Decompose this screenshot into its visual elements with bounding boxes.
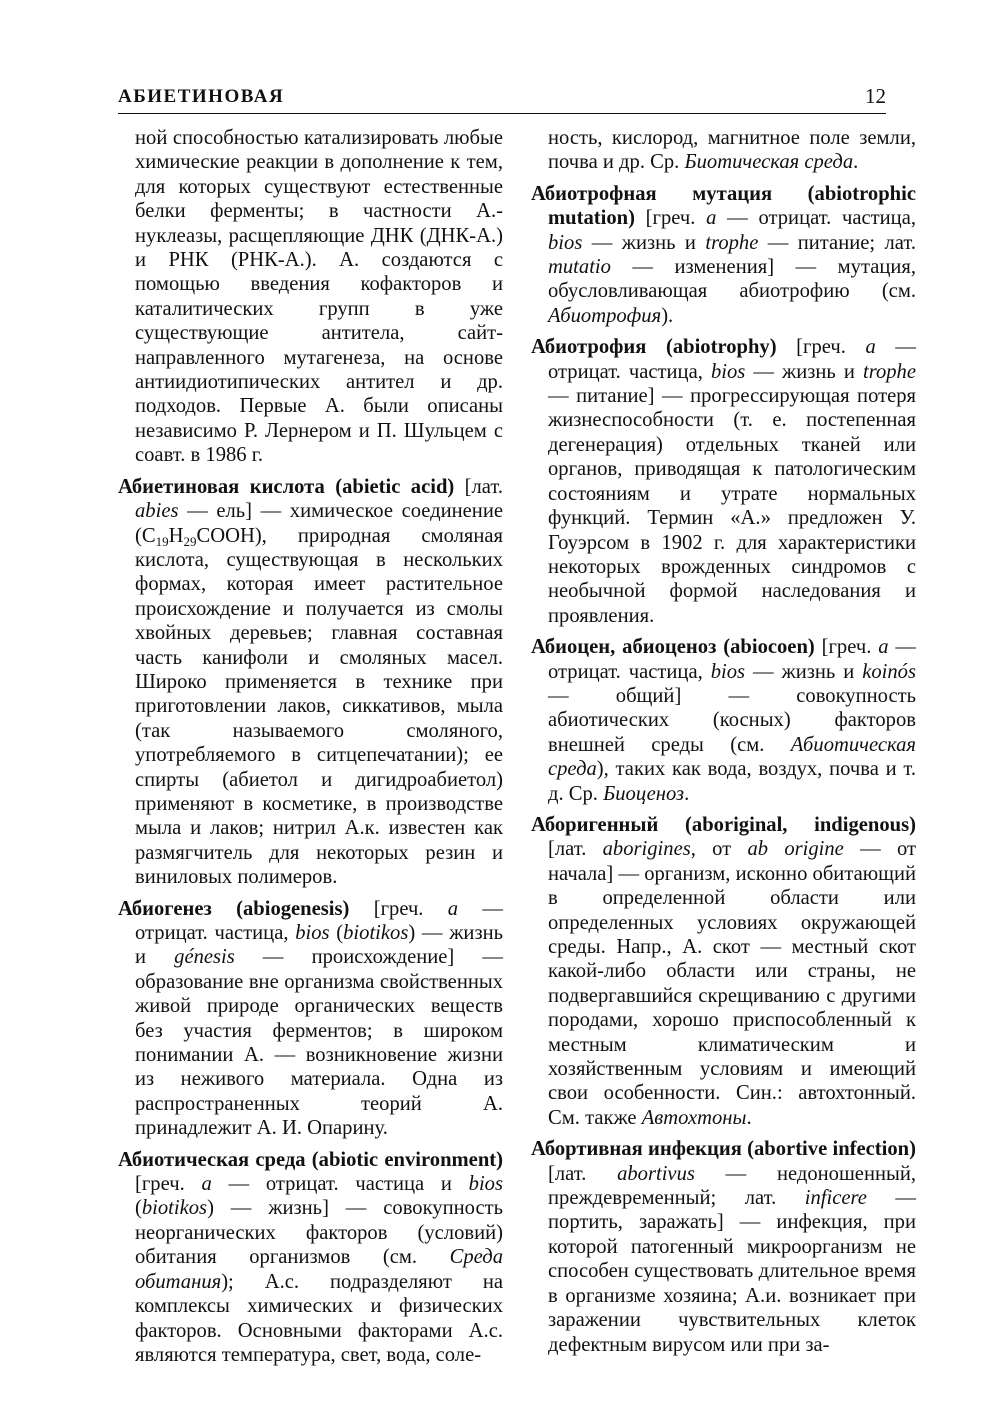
entry-text: — отрицат. частица, [548,336,916,383]
entry-headword: Абиогенез (abiogenesis) [118,897,350,920]
entry-italic: bios [468,1173,503,1196]
entry-abiogenesis [118,897,503,1141]
entry-headword: Абиотрофия (abiotrophy) [531,336,777,359]
entry-text: [греч. [135,1173,202,1196]
entry-abietic-acid [118,475,503,890]
entry-italic: mutatio [548,256,611,279]
entry-headword: Абиотрофная мутация (abiotrophic mutation) [531,182,916,230]
entry-headword: Абиотическая среда (abiotic environment) [118,1148,503,1171]
entry-text: — отрицат. частица, [548,636,916,683]
entry-text: ( [135,1197,142,1220]
entry-italic: a [447,897,459,920]
entry-aboriginal [531,813,916,1130]
running-head-title: АБИЕТИНОВАЯ [118,86,285,107]
entry-italic: bios [710,360,746,383]
entry-text: — отрицат. частица, [135,897,503,944]
entry-text: — жизнь и [745,360,863,383]
entry-text: ). [661,304,674,327]
entry-italic: trophe [705,231,759,254]
entry-italic: koinós [862,660,916,683]
entry-italic: a [865,336,876,359]
entry-headword: Абиоцен, абиоценоз (abiocoen) [531,636,815,659]
entry-italic: abies [135,500,179,523]
entry-text: ), таких как вода, воздух, почва и т. д. Ср. [548,758,916,805]
entry-text: . [684,782,690,805]
entry-text: — общий] — совокупность абиотических (косных) факторов внешней среды (см. [548,684,916,756]
entry-headword: Абортивная инфекция (abortive infection) [531,1138,916,1161]
entry-headword: Абиетиновая кислота (abietic acid) [118,475,455,498]
entry-italic: aborigines [602,838,691,861]
entry-italic: Автохтоны [641,1106,747,1129]
entry-text: — портить, заражать] — инфекция, при которой патогенный микроорганизм не способен существовать длительное время в организме хозяина; А.и. возникает при заражении чувствительных клеток дефектным вирусом или при за- [548,1187,916,1356]
entry-text: — от начала] — организм, исконно обитающий в определенной области или определенных условиях окружающей среды. Напр., А. скот — местный скот какой-либо области или страны, не подвергавшийся скрещиванию с другими породами, хорошо приспособленный к местным климатическим и хозяйственным условиям и имеющий свои особенности. Син.: автохтонный. См. также [548,838,916,1129]
entry-abortive-infection [531,1137,916,1357]
entry-italic: bios [710,660,746,683]
entry-text: — недоношенный, преждевременный; лат. [548,1162,916,1210]
continuation-text: ной способностью катализировать любые химические реакции в дополнение к тем, для которых существуют естественные белки ферменты; в частности А.-нуклеазы, расщепляющие ДНК (ДНК-А.) и РНК (РНК-А.). А. создаются с помощью введения кофакторов и каталитических групп в уже существующие антитела, сайт-направленного мутагенеза, на основе антиидиотипических антител и др. подходов. Первые А. были описаны независимо Р. Лернером и П. Шульцем с соавт. в 1986 г. [135,127,503,467]
entry-text: — жизнь и [582,231,706,254]
entry-continuation-left [118,126,503,468]
entry-text: [лат. [548,838,603,861]
entry-text: [греч. [814,636,879,659]
entry-text: — питание] — прогрессирующая потеря жизнеспособности (т. е. постепенная дегенерация) отдельных тканей или органов, приводящая к патологическим состояниям и утрате нормальных функций. Термин «А.» предложен У. Гоуэрсом в 1902 г. для характеристики некоторых врожденных синдромов с необычной формой наследования и проявления. [548,385,916,627]
entry-text: ( [329,922,344,944]
left-column [118,126,503,1374]
entry-text: — жизнь и [745,660,863,683]
entry-italic: inficere [804,1187,867,1210]
entry-italic: ab origine [747,838,844,861]
entry-text: . [853,151,859,174]
entry-abiotrophic-mutation [531,182,916,328]
entry-text: , от [690,838,748,861]
right-column [531,126,916,1364]
formula-subscript: 19 [155,533,169,549]
entry-text: ) — жизнь] — совокупность неорганических факторов (условий) обитания организмов (см. [135,1197,503,1269]
entry-text: [греч. [634,207,707,230]
entry-text: — отрицат. частица, [716,207,916,230]
entry-italic: abortivus [617,1162,695,1185]
entry-italic: a [201,1173,212,1196]
entry-italic: biotikos [141,1197,208,1220]
entry-text: — питание; лат. [758,231,916,254]
entry-italic: Среда обитания [135,1246,503,1293]
entry-abiotrophy [531,335,916,628]
page-number: 12 [865,84,886,108]
running-head [118,84,886,114]
entry-italic: a [878,636,889,659]
entry-italic: Абиотическая среда [548,733,916,781]
entry-text: — происхождение] — образование вне организма свойственных живой природе органических веществ без участия ферментов; в широком понимании А. — возникновение жизни из неживого материала. Одна из распространенных теорий А. принадлежит А. И. Опарину. [135,946,503,1140]
entry-text: [греч. [776,336,866,359]
entry-text: ); А.с. подразделяют на комплексы химических и физических факторов. Основными факторами А.с. являются температура, свет, вода, соле- [135,1270,503,1366]
formula-subscript: 29 [183,533,197,549]
entry-text: [лат. [454,475,503,498]
entry-text: [греч. [349,897,448,920]
entry-italic: bios [295,922,330,944]
entry-abiocoen [531,635,916,806]
entry-abiotic-environment [118,1148,503,1368]
entry-italic: Биотическая среда [684,151,854,174]
entry-headword: Аборигенный (aboriginal, indigenous) [531,813,916,836]
entry-text: . [746,1106,752,1129]
entry-continuation-right [531,126,916,175]
entry-italic: biotikos [343,922,409,944]
entry-text: — изменения] — мутация, обусловливающая абиотрофию (см. [548,256,916,303]
entry-italic: trophe [862,360,916,383]
entry-text: ность, кислород, магнитное поле земли, почва и др. Ср. [548,127,916,174]
entry-text: — отрицат. частица и [211,1173,469,1196]
entry-text: — ель] — химическое соединение (C [135,500,503,547]
entry-italic: génesis [174,946,235,969]
header-rule [118,113,886,114]
entry-italic: bios [548,231,583,254]
entry-text: H [168,524,184,547]
entry-text: [лат. [548,1162,618,1185]
entry-text: ) — жизнь и [135,922,504,969]
entry-text: COOH), природная смоляная кислота, существующая в нескольких формах, которая имеет растительное происхождение и получается из смолы хвойных деревьев; главная составная часть канифоли и смоляных масел. Широко применяется в технике при приготовлении лаков, сиккативов, мыла (так называемого смоляного, употребляемого в ситцепечатании); ее спирты (абиетол и дигидроабиетол) применяют в косметике, в производстве мыла и лаков; нитрил А.к. известен как размягчитель для некоторых резин и виниловых полимеров. [135,524,503,889]
entry-italic: Абиотрофия [548,304,662,327]
entry-italic: Биоценоз [603,782,685,805]
entry-italic: a [706,207,717,230]
